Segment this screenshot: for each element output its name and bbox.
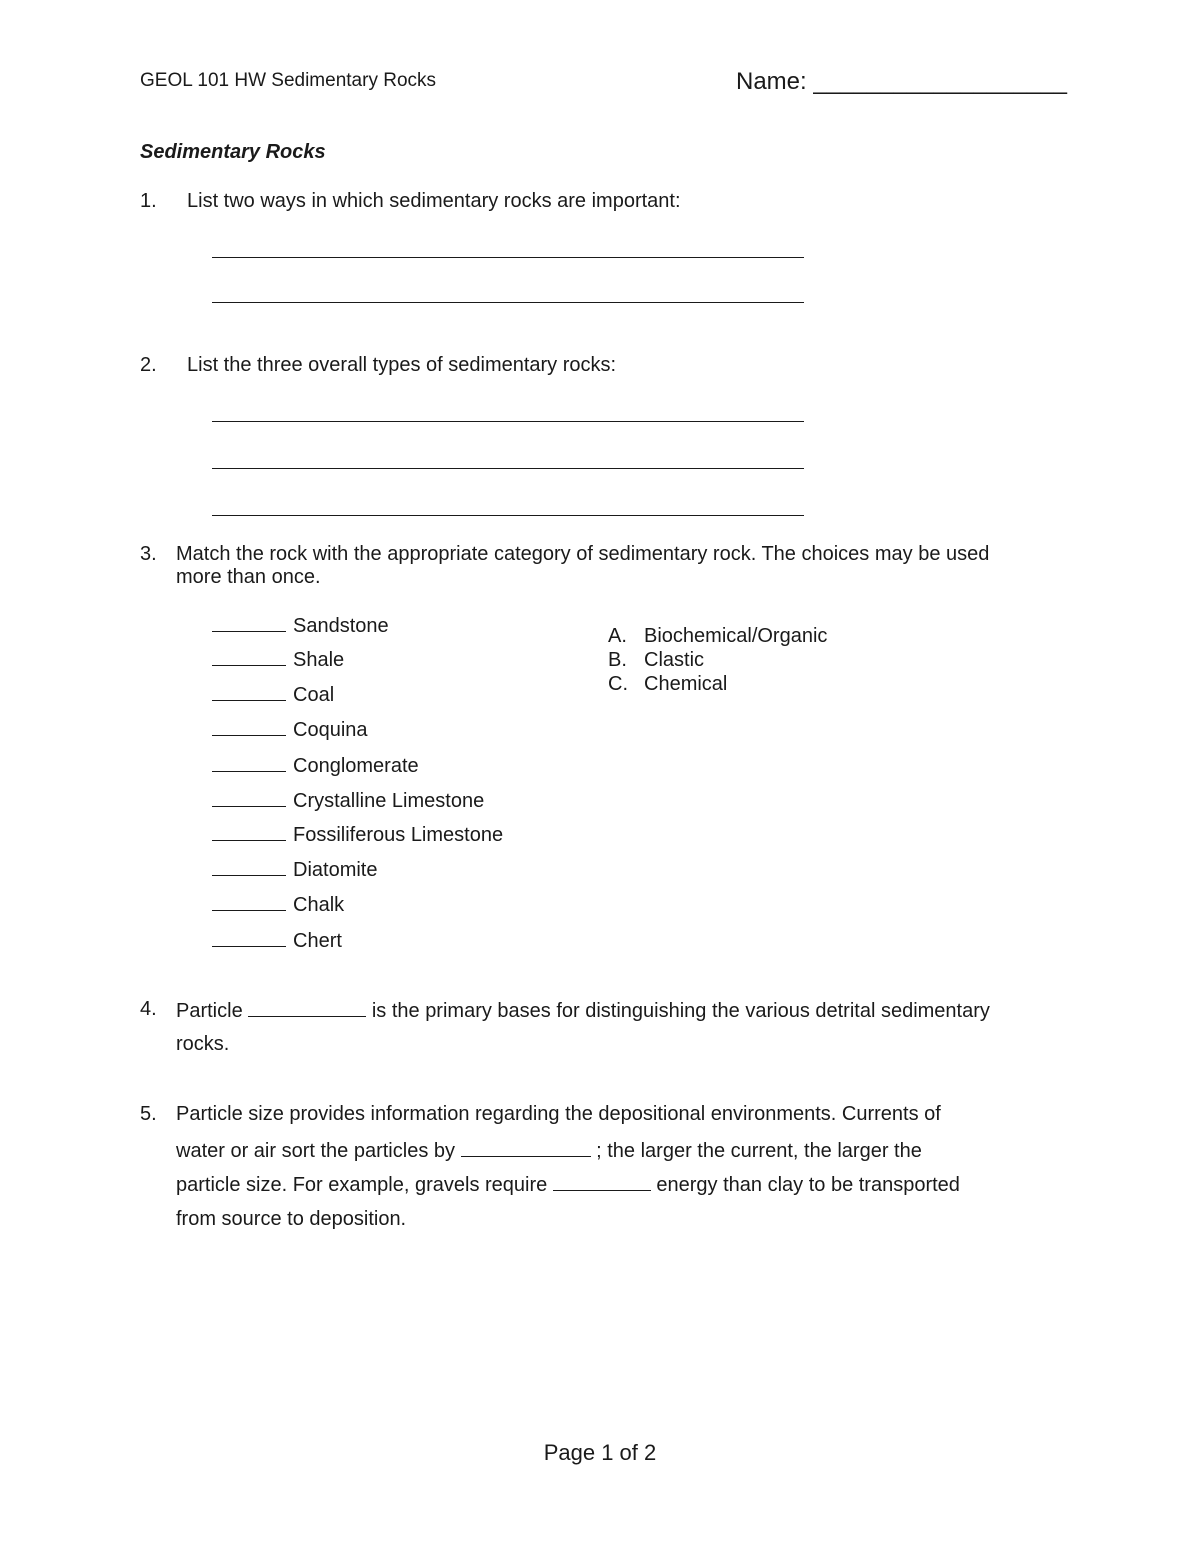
choice-letter: A. [608, 625, 627, 647]
rock-name: Fossiliferous Limestone [293, 824, 504, 846]
rock-item-coal [212, 682, 334, 707]
rock-item-chalk [212, 892, 344, 917]
rock-answer-blank[interactable] [212, 857, 286, 876]
question-5-line-2 [176, 1138, 922, 1163]
page-number: Page 1 of 2 [543, 1440, 657, 1465]
name-field-label: Name: ___________________ [736, 68, 1067, 95]
question-1-answer-line-1[interactable] [212, 257, 804, 258]
choice-label: Clastic [644, 649, 705, 671]
rock-answer-blank[interactable] [212, 928, 286, 947]
question-5-line-2-start: water or air sort the particles by [176, 1140, 455, 1162]
rock-name: Coquina [293, 719, 368, 741]
question-2-answer-line-3[interactable] [212, 515, 804, 516]
rock-item-chert [212, 928, 342, 953]
choice-letter: B. [608, 649, 627, 671]
question-4-number: 4. [140, 998, 157, 1020]
rock-answer-blank[interactable] [212, 647, 286, 666]
question-1-text: List two ways in which sedimentary rocks are important: [187, 190, 681, 212]
choice-label: Biochemical/Organic [644, 625, 828, 647]
rock-name: Chert [293, 930, 342, 952]
rock-item-conglomerate [212, 753, 419, 778]
rock-item-shale [212, 647, 344, 672]
question-3-number: 3. [140, 543, 157, 565]
question-5-number: 5. [140, 1103, 157, 1125]
rock-item-fossiliferous-limestone [212, 822, 503, 847]
question-2-number: 2. [140, 354, 157, 376]
choice-a [608, 625, 827, 648]
rock-item-diatomite [212, 857, 377, 882]
rock-item-coquina [212, 717, 368, 742]
rock-name: Diatomite [293, 859, 378, 881]
question-4-line-2: rocks. [176, 1033, 230, 1055]
energy-blank[interactable] [553, 1172, 651, 1191]
question-2-answer-line-1[interactable] [212, 421, 804, 422]
question-1-number: 1. [140, 190, 157, 212]
question-4-line-1 [176, 998, 990, 1023]
rock-item-crystalline-limestone [212, 788, 484, 813]
rock-answer-blank[interactable] [212, 717, 286, 736]
question-5-line-3 [176, 1172, 960, 1197]
rock-name: Coal [293, 684, 335, 706]
rock-answer-blank[interactable] [212, 788, 286, 807]
question-4-text-start: Particle [176, 1000, 243, 1022]
particle-blank[interactable] [248, 998, 366, 1017]
choice-c [608, 673, 727, 696]
question-2-answer-line-2[interactable] [212, 468, 804, 469]
rock-name: Chalk [293, 894, 345, 916]
question-3-text: Match the rock with the appropriate category of sedimentary rock. The choices may be used more than once. [176, 543, 990, 588]
question-5-line-1: Particle size provides information regarding the depositional environments. Currents of [176, 1103, 941, 1125]
rock-name: Conglomerate [293, 755, 419, 777]
question-2-text: List the three overall types of sedimentary rocks: [187, 354, 617, 376]
rock-answer-blank[interactable] [212, 822, 286, 841]
document-header-course: GEOL 101 HW Sedimentary Rocks [140, 70, 437, 91]
rock-name: Crystalline Limestone [293, 790, 485, 812]
question-5-line-3-end: energy than clay to be transported [656, 1174, 960, 1196]
rock-answer-blank[interactable] [212, 892, 286, 911]
choice-label: Chemical [644, 673, 728, 695]
question-4-text-end: is the primary bases for distinguishing the various detrital sedimentary [371, 1000, 990, 1022]
section-title: Sedimentary Rocks [140, 141, 326, 163]
question-5-line-3-start: particle size. For example, gravels require [176, 1174, 548, 1196]
rock-item-sandstone [212, 613, 389, 638]
choice-b [608, 649, 704, 672]
rock-answer-blank[interactable] [212, 613, 286, 632]
rock-answer-blank[interactable] [212, 753, 286, 772]
choice-letter: C. [608, 673, 628, 695]
sort-by-blank[interactable] [461, 1138, 591, 1157]
question-5-line-4: from source to deposition. [176, 1208, 407, 1230]
rock-name: Shale [293, 649, 345, 671]
rock-answer-blank[interactable] [212, 682, 286, 701]
question-1-answer-line-2[interactable] [212, 302, 804, 303]
question-5-line-2-end: ; the larger the current, the larger the [596, 1140, 922, 1162]
rock-name: Sandstone [293, 615, 389, 637]
